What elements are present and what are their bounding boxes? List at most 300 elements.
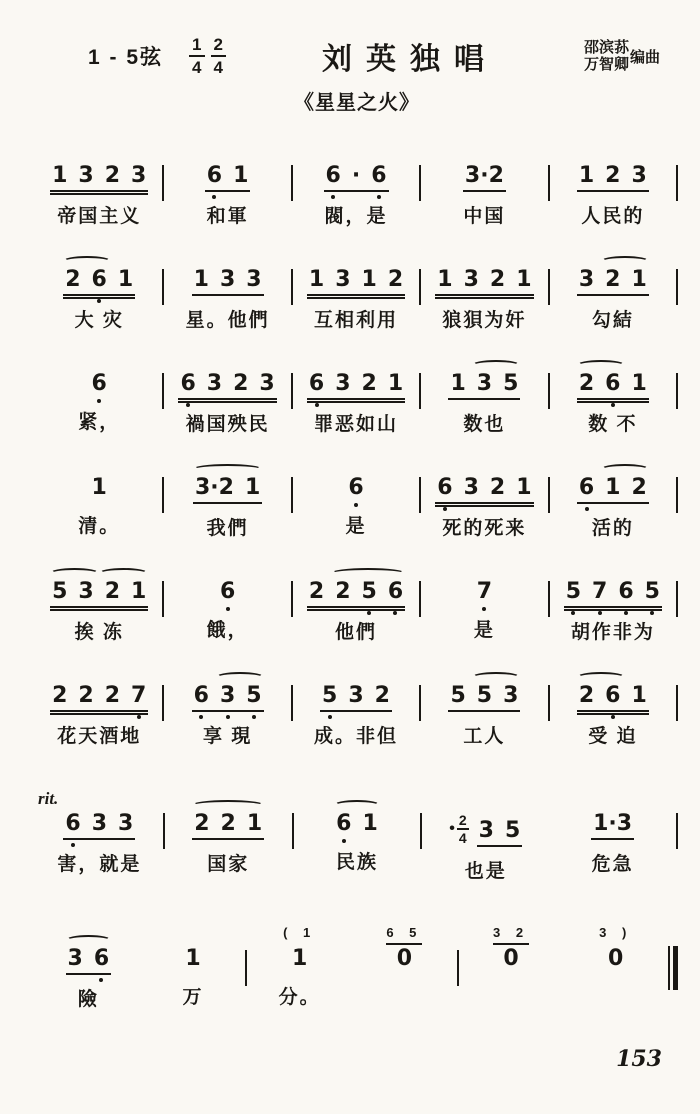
- credit-name-1: 邵滨荪: [583, 38, 629, 56]
- measure: [352, 924, 457, 1011]
- note: 3·2: [464, 163, 504, 188]
- measure: [421, 581, 547, 644]
- note-group: [193, 477, 262, 504]
- note: 6: [91, 371, 107, 396]
- note: 2: [489, 267, 506, 292]
- measure: [550, 269, 676, 332]
- notes-row: [66, 948, 112, 975]
- lyric: 数 不: [588, 414, 638, 435]
- measure: [36, 165, 162, 228]
- lyric: 数也: [463, 414, 506, 435]
- note-group: [205, 165, 251, 192]
- note: 2: [605, 163, 621, 188]
- measure: [293, 581, 419, 644]
- measure: [36, 373, 162, 436]
- score-line: [36, 269, 678, 332]
- measure: [421, 477, 547, 540]
- measure: [294, 813, 421, 883]
- note: 0: [608, 946, 624, 971]
- note: 3: [259, 371, 275, 396]
- note: 1: [387, 371, 404, 396]
- notes-row: [290, 948, 309, 973]
- notes-row: [448, 373, 520, 400]
- page-number: 153: [616, 1046, 662, 1072]
- note-group: [448, 373, 520, 400]
- note: 6: [371, 163, 387, 188]
- note: 2: [104, 579, 121, 604]
- ossia-notes: [599, 924, 632, 948]
- notes-row: [307, 581, 405, 608]
- slur: [472, 360, 520, 370]
- lyric: 死的死来: [442, 518, 527, 539]
- notes-row: [90, 373, 109, 398]
- slur: [63, 256, 111, 266]
- measure: [164, 165, 290, 228]
- note: 3: [219, 267, 236, 292]
- note: 2: [335, 579, 351, 604]
- ossia-note-text: 3 ): [599, 925, 633, 940]
- note-group: [564, 581, 662, 608]
- note-group: [320, 685, 392, 712]
- notes-row: [606, 948, 625, 973]
- note: 3: [78, 163, 94, 188]
- note: 1: [605, 475, 621, 500]
- lyric: 人民的: [581, 206, 645, 227]
- time-signature-1-numerator: 1: [189, 36, 204, 57]
- note-group: [591, 813, 634, 840]
- lyric: 清。: [78, 516, 121, 537]
- notes-row: [564, 581, 662, 608]
- lyric: 受 迫: [588, 726, 638, 747]
- note: 3: [67, 946, 83, 971]
- measure: [550, 581, 676, 644]
- note: 5: [450, 683, 466, 708]
- note: 2: [233, 371, 249, 396]
- lyric: 是: [473, 620, 495, 641]
- score-line: [36, 581, 678, 644]
- note: 6: [325, 163, 341, 188]
- note-group: [395, 948, 414, 973]
- note: 6: [348, 475, 364, 500]
- measure: [550, 373, 676, 436]
- note: 3: [503, 683, 519, 708]
- note-group: [50, 165, 148, 192]
- note: 3: [78, 579, 94, 604]
- slur: [66, 935, 112, 945]
- note: 6: [180, 371, 196, 396]
- note: 1: [193, 267, 209, 292]
- note-group: [435, 477, 533, 504]
- note: 3: [118, 811, 134, 836]
- note-group: [63, 813, 135, 840]
- lyric: 花天酒地: [57, 726, 142, 747]
- notes-row: [591, 813, 634, 840]
- note: 1: [117, 267, 134, 292]
- note: 2: [605, 267, 621, 292]
- measure: [164, 477, 290, 540]
- lyric: 罪恶如山: [314, 414, 399, 435]
- score: [36, 165, 678, 1011]
- note-group: [192, 813, 264, 840]
- notes-row: [307, 373, 405, 400]
- time-signature-fraction: [457, 813, 469, 845]
- lyric: 是: [345, 516, 367, 537]
- page-title: 刘英独唱: [321, 43, 498, 76]
- lyric: 閥，是: [324, 206, 388, 227]
- note-group: [307, 581, 405, 608]
- measure: [247, 924, 352, 1011]
- slur: [216, 672, 264, 682]
- measure: [550, 165, 676, 228]
- notes-row: [334, 813, 380, 838]
- note: 5: [52, 579, 68, 604]
- note: 3: [463, 267, 479, 292]
- note: 3: [246, 267, 262, 292]
- measure: [422, 813, 549, 883]
- tempo-mark: rit.: [38, 789, 59, 808]
- lyric: 民族: [335, 852, 378, 873]
- notes-row: [183, 948, 202, 973]
- note: 1: [450, 371, 466, 396]
- note-group: [477, 820, 523, 847]
- lyric: 帝国主义: [57, 206, 142, 227]
- notes-row: [205, 165, 251, 192]
- slur: [577, 360, 625, 370]
- note: 3: [335, 371, 351, 396]
- measure: [563, 924, 668, 1011]
- notes-row: [577, 685, 649, 712]
- note: 3: [131, 163, 147, 188]
- notes-row: [395, 948, 414, 973]
- measure: [141, 924, 246, 1011]
- note: 5: [565, 579, 582, 604]
- credit-name-2: 万智卿: [583, 56, 629, 73]
- time-signatures: [189, 36, 226, 76]
- note: 1: [631, 683, 647, 708]
- notes-row: [449, 813, 522, 847]
- note: 3: [91, 811, 108, 836]
- note: 1: [362, 811, 378, 836]
- note: 1: [578, 163, 595, 188]
- note-group: [290, 948, 309, 973]
- lyric: 成。非但: [314, 726, 399, 747]
- note: 5: [644, 579, 660, 604]
- measure: [164, 373, 290, 436]
- note: 6: [193, 683, 209, 708]
- note-group: [346, 477, 365, 502]
- lyric: 工人: [463, 726, 506, 747]
- notes-row: [63, 269, 135, 296]
- slur: [50, 568, 99, 578]
- note: 1: [131, 579, 147, 604]
- note: 2: [78, 683, 94, 708]
- credits: [584, 39, 660, 74]
- note-group: [192, 685, 264, 712]
- note: 3·2: [194, 475, 234, 500]
- ossia-notes: [283, 924, 316, 948]
- note: 1: [631, 371, 647, 396]
- note: 1: [516, 475, 532, 500]
- notes-row: [324, 165, 389, 192]
- time-signature-2: [211, 36, 226, 76]
- slur: [193, 464, 262, 474]
- time-signature-part: 2: [458, 812, 467, 828]
- final-barline-thin: [668, 946, 670, 990]
- note: 3: [578, 267, 595, 292]
- barline: [676, 477, 678, 513]
- note: 3: [206, 371, 223, 396]
- note: 3: [463, 475, 479, 500]
- lyric: 享 現: [202, 726, 253, 747]
- notes-row: [501, 948, 520, 973]
- note: 2: [361, 371, 377, 396]
- ossia-note-text: 3 2: [493, 924, 529, 945]
- notes-row: [192, 269, 264, 296]
- note: 2: [631, 475, 647, 500]
- measure: [421, 373, 547, 436]
- note-group: [334, 813, 380, 838]
- note: 3: [631, 163, 647, 188]
- score-line: [36, 924, 678, 1011]
- lyric: 互相利用: [314, 310, 399, 331]
- score-line: [36, 373, 678, 436]
- note-group: [606, 948, 625, 973]
- note-group: [50, 685, 148, 712]
- note: 5: [476, 683, 493, 708]
- measure: [550, 685, 676, 748]
- note-group: [577, 269, 649, 296]
- note-group: [183, 948, 202, 973]
- note-group: [501, 948, 520, 973]
- note: 2: [578, 683, 595, 708]
- lyric: 大 灾: [74, 310, 124, 331]
- notes-row: [346, 477, 365, 502]
- measure: [164, 581, 290, 644]
- note: 1: [233, 163, 249, 188]
- time-signature-1: [189, 36, 204, 76]
- notes-row: [320, 685, 392, 712]
- note: 6: [336, 811, 352, 836]
- slur: [334, 800, 380, 810]
- note: 2: [308, 579, 325, 604]
- note: 0: [503, 946, 519, 971]
- score-line: [36, 165, 678, 228]
- note: 2: [104, 683, 121, 708]
- score-line: [36, 477, 678, 540]
- lyric: 国家: [207, 854, 250, 875]
- header: [36, 34, 678, 78]
- note-group: [218, 581, 237, 606]
- note-group: [90, 477, 109, 502]
- note: 3: [476, 371, 493, 396]
- credit-role: 编曲: [629, 48, 660, 66]
- score-line: [36, 685, 678, 748]
- note: 6: [91, 267, 107, 292]
- note: 1: [437, 267, 453, 292]
- note: 1: [361, 267, 377, 292]
- key-signature-label: 1 - 5弦: [88, 46, 164, 69]
- note: 1: [185, 946, 201, 971]
- time-signature-2-numerator: 2: [211, 36, 226, 57]
- note: 7: [476, 579, 493, 604]
- note: 6: [437, 475, 453, 500]
- note: 3: [348, 683, 364, 708]
- note-group: [66, 948, 112, 975]
- augmentation-dot: •: [449, 820, 455, 837]
- note: 1·3: [593, 811, 633, 836]
- measure: [293, 373, 419, 436]
- measure: [164, 685, 290, 748]
- note-group: [90, 373, 109, 398]
- notes-row: [178, 373, 276, 400]
- note: 3: [335, 267, 351, 292]
- notes-row: [50, 165, 148, 192]
- opera-title: 《星星之火》: [294, 92, 420, 114]
- lyric: 分。: [278, 987, 321, 1008]
- barline: [676, 813, 678, 849]
- notes-row: [50, 685, 148, 712]
- measure: [549, 813, 676, 883]
- notes-row: [435, 269, 533, 296]
- note-group: [577, 373, 649, 400]
- measure: [293, 477, 419, 540]
- time-signature-change: [449, 813, 468, 847]
- lyric: 中国: [463, 206, 506, 227]
- note: 1: [52, 163, 68, 188]
- notes-row: [577, 165, 649, 192]
- note: 2: [65, 267, 81, 292]
- measure: [165, 813, 292, 883]
- measure: [36, 685, 162, 748]
- notes-row: [192, 685, 264, 712]
- ossia-note-text: 6 5: [386, 924, 422, 945]
- note: 6: [387, 579, 404, 604]
- barline: [676, 269, 678, 305]
- measure: [36, 269, 162, 332]
- note: 2: [387, 267, 404, 292]
- time-signature-2-denominator: 4: [213, 58, 223, 77]
- note-group: [577, 477, 649, 504]
- note: 1: [91, 475, 107, 500]
- lyric: 餓，: [206, 620, 249, 641]
- note: 2: [194, 811, 210, 836]
- measure: [421, 269, 547, 332]
- lyric: 勾結: [591, 310, 634, 331]
- note: 5: [246, 683, 262, 708]
- note-group: [307, 373, 405, 400]
- score-line: [36, 813, 678, 883]
- notes-row: [193, 477, 262, 504]
- note-group: [178, 373, 276, 400]
- note-group: [448, 685, 520, 712]
- slur: [577, 672, 625, 682]
- measure: [293, 269, 419, 332]
- lyric: 紧，: [78, 412, 121, 433]
- slur: [601, 256, 649, 266]
- note-group: [577, 165, 649, 192]
- lyric: 狼狽为奸: [442, 310, 527, 331]
- notes-row: [435, 477, 533, 504]
- note-group: [475, 581, 494, 606]
- note: 6: [605, 683, 621, 708]
- note: 6: [308, 371, 325, 396]
- note: 6: [93, 946, 110, 971]
- final-barline-thick: [673, 946, 678, 990]
- note: 6: [618, 579, 634, 604]
- note: 2: [374, 683, 390, 708]
- notes-row: [577, 373, 649, 400]
- note: 1: [516, 267, 532, 292]
- note-group: [435, 269, 533, 296]
- lyric: 和軍: [206, 206, 249, 227]
- slur: [99, 568, 148, 578]
- note: 6: [578, 475, 595, 500]
- lyric: 害，就是: [57, 854, 142, 875]
- notes-row: [218, 581, 237, 606]
- lyric: 挨 冻: [74, 622, 124, 643]
- slur: [192, 800, 264, 810]
- lyric: 我們: [206, 518, 249, 539]
- note-group: [307, 269, 405, 296]
- measure: [293, 685, 419, 748]
- lyric: 胡作非为: [570, 622, 655, 643]
- note: 1: [292, 946, 308, 971]
- final-barline: [668, 946, 678, 990]
- notes-row: [463, 165, 506, 192]
- note: 5: [361, 579, 377, 604]
- note-group: [324, 165, 389, 192]
- note: 2: [489, 475, 506, 500]
- note-group: [577, 685, 649, 712]
- note: 7: [592, 579, 608, 604]
- measure: [36, 813, 163, 883]
- note: 6: [605, 371, 621, 396]
- notes-row: [307, 269, 405, 296]
- notes-row: [475, 581, 494, 606]
- measure: [421, 685, 547, 748]
- notes-row: [50, 581, 148, 608]
- notes-row: [192, 813, 264, 840]
- notes-row: [63, 813, 135, 840]
- notes-row: [577, 269, 649, 296]
- note: 1: [244, 475, 261, 500]
- note: 5: [503, 371, 519, 396]
- note: 1: [308, 267, 325, 292]
- measure: [459, 924, 564, 1011]
- note: 6: [206, 163, 223, 188]
- note: 2: [52, 683, 68, 708]
- note: 5: [504, 818, 521, 843]
- note: 3: [478, 818, 494, 843]
- note: 0: [396, 946, 412, 971]
- time-signature-part: 4: [458, 830, 467, 846]
- measure: [36, 924, 141, 1011]
- barline: [676, 581, 678, 617]
- measure: [36, 581, 162, 644]
- lyric: 他們: [335, 622, 378, 643]
- note-group: [192, 269, 264, 296]
- lyric: 也是: [464, 861, 507, 882]
- measure: [36, 477, 162, 540]
- notes-row: [90, 477, 109, 502]
- measure: [164, 269, 290, 332]
- note: 3: [219, 683, 236, 708]
- measure: [421, 165, 547, 228]
- ossia-notes: [386, 924, 422, 948]
- measure: [293, 165, 419, 228]
- note: 5: [322, 683, 338, 708]
- notes-row: [448, 685, 520, 712]
